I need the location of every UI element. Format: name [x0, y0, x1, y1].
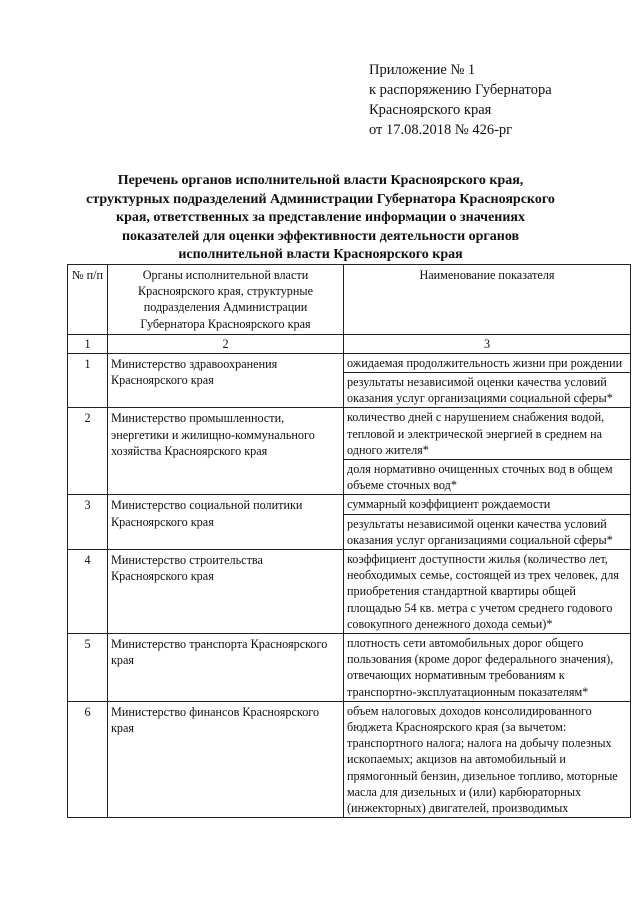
indicator-item: объем налоговых доходов консолидированного бюджета Красноярского края (за вычетом: транспортного налога; налога на добычу полезных ископаемых; акцизов на автомобильный и прямогонный бензин, дизельное топливо, моторные масла для дизельных и (или) карбюраторных (инжекторных) двигателей, производимых	[347, 703, 618, 816]
annex-order-ref: к распоряжению Губернатора	[369, 82, 552, 98]
organs-table	[67, 264, 631, 818]
row-number: 5	[68, 634, 108, 702]
indicator-item: результаты независимой оценки качества условий оказания услуг организациями социальной сферы*	[344, 514, 630, 549]
indicator-item: ожидаемая продолжительность жизни при рождении	[347, 355, 623, 370]
indicator-item: коэффициент доступности жилья (количество лет, необходимых семье, состоящей из трех человек, для приобретения стандартной квартиры общей площадью 54 кв. метра с учетом среднего годового совокупного денежного дохода семьи)*	[347, 552, 619, 631]
row-number: 1	[68, 353, 108, 408]
annex-region: Красноярского края	[369, 102, 492, 118]
table-row	[68, 634, 631, 702]
annex-date-number: от 17.08.2018 № 426-рг	[369, 122, 513, 138]
document-title: Перечень органов исполнительной власти Красноярского края, структурных подразделений Администрации Губернатора Красноярского края, ответственных за представление информации о значениях показателей для оценки эффективности деятельности органов исполнительной власти Красноярского края	[86, 173, 555, 262]
header-num: № п/п	[68, 265, 108, 335]
indicator-cell	[344, 408, 631, 495]
indicator-item: количество дней с нарушением снабжения водой, тепловой и электрической энергией в среднем на одного жителя*	[347, 410, 605, 457]
table-row	[68, 495, 631, 550]
organ-name: Министерство социальной политики Красноярского края	[108, 495, 344, 550]
table-row	[68, 550, 631, 634]
column-number: 2	[108, 334, 344, 353]
annex-block	[369, 60, 552, 140]
indicator-cell	[344, 634, 631, 702]
organ-name: Министерство строительства Красноярского края	[108, 550, 344, 634]
indicator-item: доля нормативно очищенных сточных вод в общем объеме сточных вод*	[344, 459, 630, 494]
organ-name: Министерство здравоохранения Красноярского края	[108, 353, 344, 408]
row-number: 3	[68, 495, 108, 550]
indicator-cell	[344, 550, 631, 634]
row-number: 4	[68, 550, 108, 634]
column-number: 3	[344, 334, 631, 353]
annex-title: Приложение № 1	[369, 62, 476, 78]
indicator-cell	[344, 495, 631, 550]
indicator-cell	[344, 701, 631, 817]
column-number-row	[68, 334, 631, 353]
indicator-item: результаты независимой оценки качества условий оказания услуг организациями социальной сферы*	[344, 372, 630, 407]
organ-name: Министерство транспорта Красноярского края	[108, 634, 344, 702]
table-row	[68, 701, 631, 817]
indicator-cell	[344, 353, 631, 408]
indicator-item: суммарный коэффициент рождаемости	[347, 497, 551, 512]
table-row	[68, 408, 631, 495]
column-number: 1	[68, 334, 108, 353]
header-indicator: Наименование показателя	[344, 265, 631, 335]
organ-name: Министерство финансов Красноярского края	[108, 701, 344, 817]
header-organ: Органы исполнительной власти Красноярского края, структурные подразделения Администрации Губернатора Красноярского края	[108, 265, 344, 335]
row-number: 2	[68, 408, 108, 495]
row-number: 6	[68, 701, 108, 817]
table-row	[68, 353, 631, 408]
indicator-item: плотность сети автомобильных дорог общего пользования (кроме дорог федерального значения), отвечающих нормативным требованиям к транспортно-эксплуатационным показателям*	[347, 636, 614, 699]
table-header-row	[68, 265, 631, 335]
organ-name: Министерство промышленности, энергетики и жилищно-коммунального хозяйства Красноярского края	[108, 408, 344, 495]
